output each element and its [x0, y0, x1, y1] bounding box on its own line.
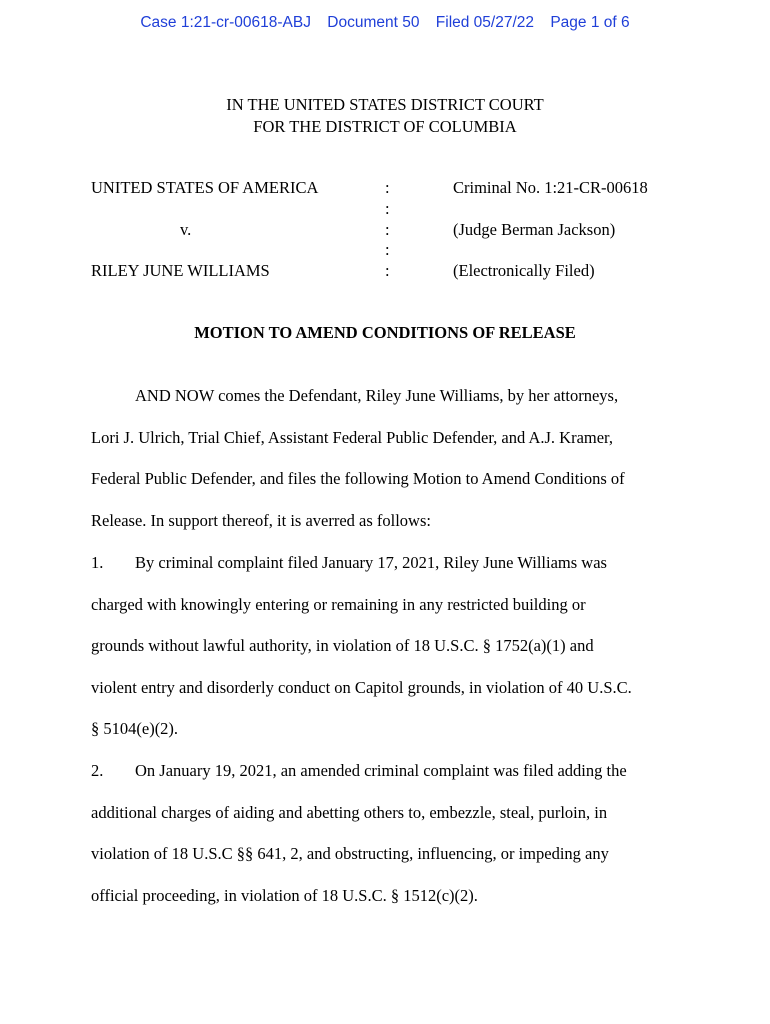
caption-separator: :: [385, 178, 390, 197]
body-line: Lori J. Ulrich, Trial Chief, Assistant Federal Public Defender, and A.J. Kramer,: [91, 428, 614, 447]
body-line: Federal Public Defender, and files the following Motion to Amend Conditions of: [91, 469, 625, 488]
body-line: grounds without lawful authority, in violation of 18 U.S.C. § 1752(a)(1) and: [91, 636, 594, 655]
paragraph-number: 2.: [91, 761, 104, 780]
caption-separator: :: [385, 261, 390, 280]
body-line: violent entry and disorderly conduct on Capitol grounds, in violation of 40 U.S.C.: [91, 678, 632, 697]
body-line: § 5104(e)(2).: [91, 719, 179, 738]
versus: v.: [180, 220, 192, 239]
case-number: Case 1:21-cr-00618-ABJ: [140, 14, 311, 31]
body-line: additional charges of aiding and abetting others to, embezzle, steal, purloin, in: [91, 803, 608, 822]
defendant-name: RILEY JUNE WILLIAMS: [91, 261, 270, 280]
document-number: Document 50: [327, 14, 420, 31]
body-line: By criminal complaint filed January 17, 2021, Riley June Williams was: [135, 553, 607, 572]
court-line-1: IN THE UNITED STATES DISTRICT COURT: [226, 95, 544, 114]
filed-date: Filed 05/27/22: [435, 14, 535, 31]
court-line-2: FOR THE DISTRICT OF COLUMBIA: [253, 117, 517, 136]
filing-method: (Electronically Filed): [453, 261, 595, 280]
body-line: violation of 18 U.S.C §§ 641, 2, and obstructing, influencing, or impeding any: [91, 844, 609, 863]
paragraph-number: 1.: [91, 553, 104, 572]
criminal-number: Criminal No. 1:21-CR-00618: [453, 178, 648, 197]
caption-separator: :: [385, 199, 390, 218]
body-line: AND NOW comes the Defendant, Riley June Williams, by her attorneys,: [135, 386, 619, 405]
judge-name: (Judge Berman Jackson): [453, 220, 616, 239]
body-line: On January 19, 2021, an amended criminal complaint was filed adding the: [135, 761, 627, 780]
caption-separator: :: [385, 220, 390, 239]
page-number: Page 1 of 6: [550, 14, 630, 31]
body-line: charged with knowingly entering or remaining in any restricted building or: [91, 595, 586, 614]
plaintiff-name: UNITED STATES OF AMERICA: [91, 178, 319, 197]
body-line: official proceeding, in violation of 18 U.S.C. § 1512(c)(2).: [91, 886, 478, 905]
body-line: Release. In support thereof, it is averred as follows:: [91, 511, 431, 530]
motion-title: MOTION TO AMEND CONDITIONS OF RELEASE: [194, 323, 576, 342]
caption-separator: :: [385, 240, 390, 259]
case-caption: [0, 0, 770, 300]
